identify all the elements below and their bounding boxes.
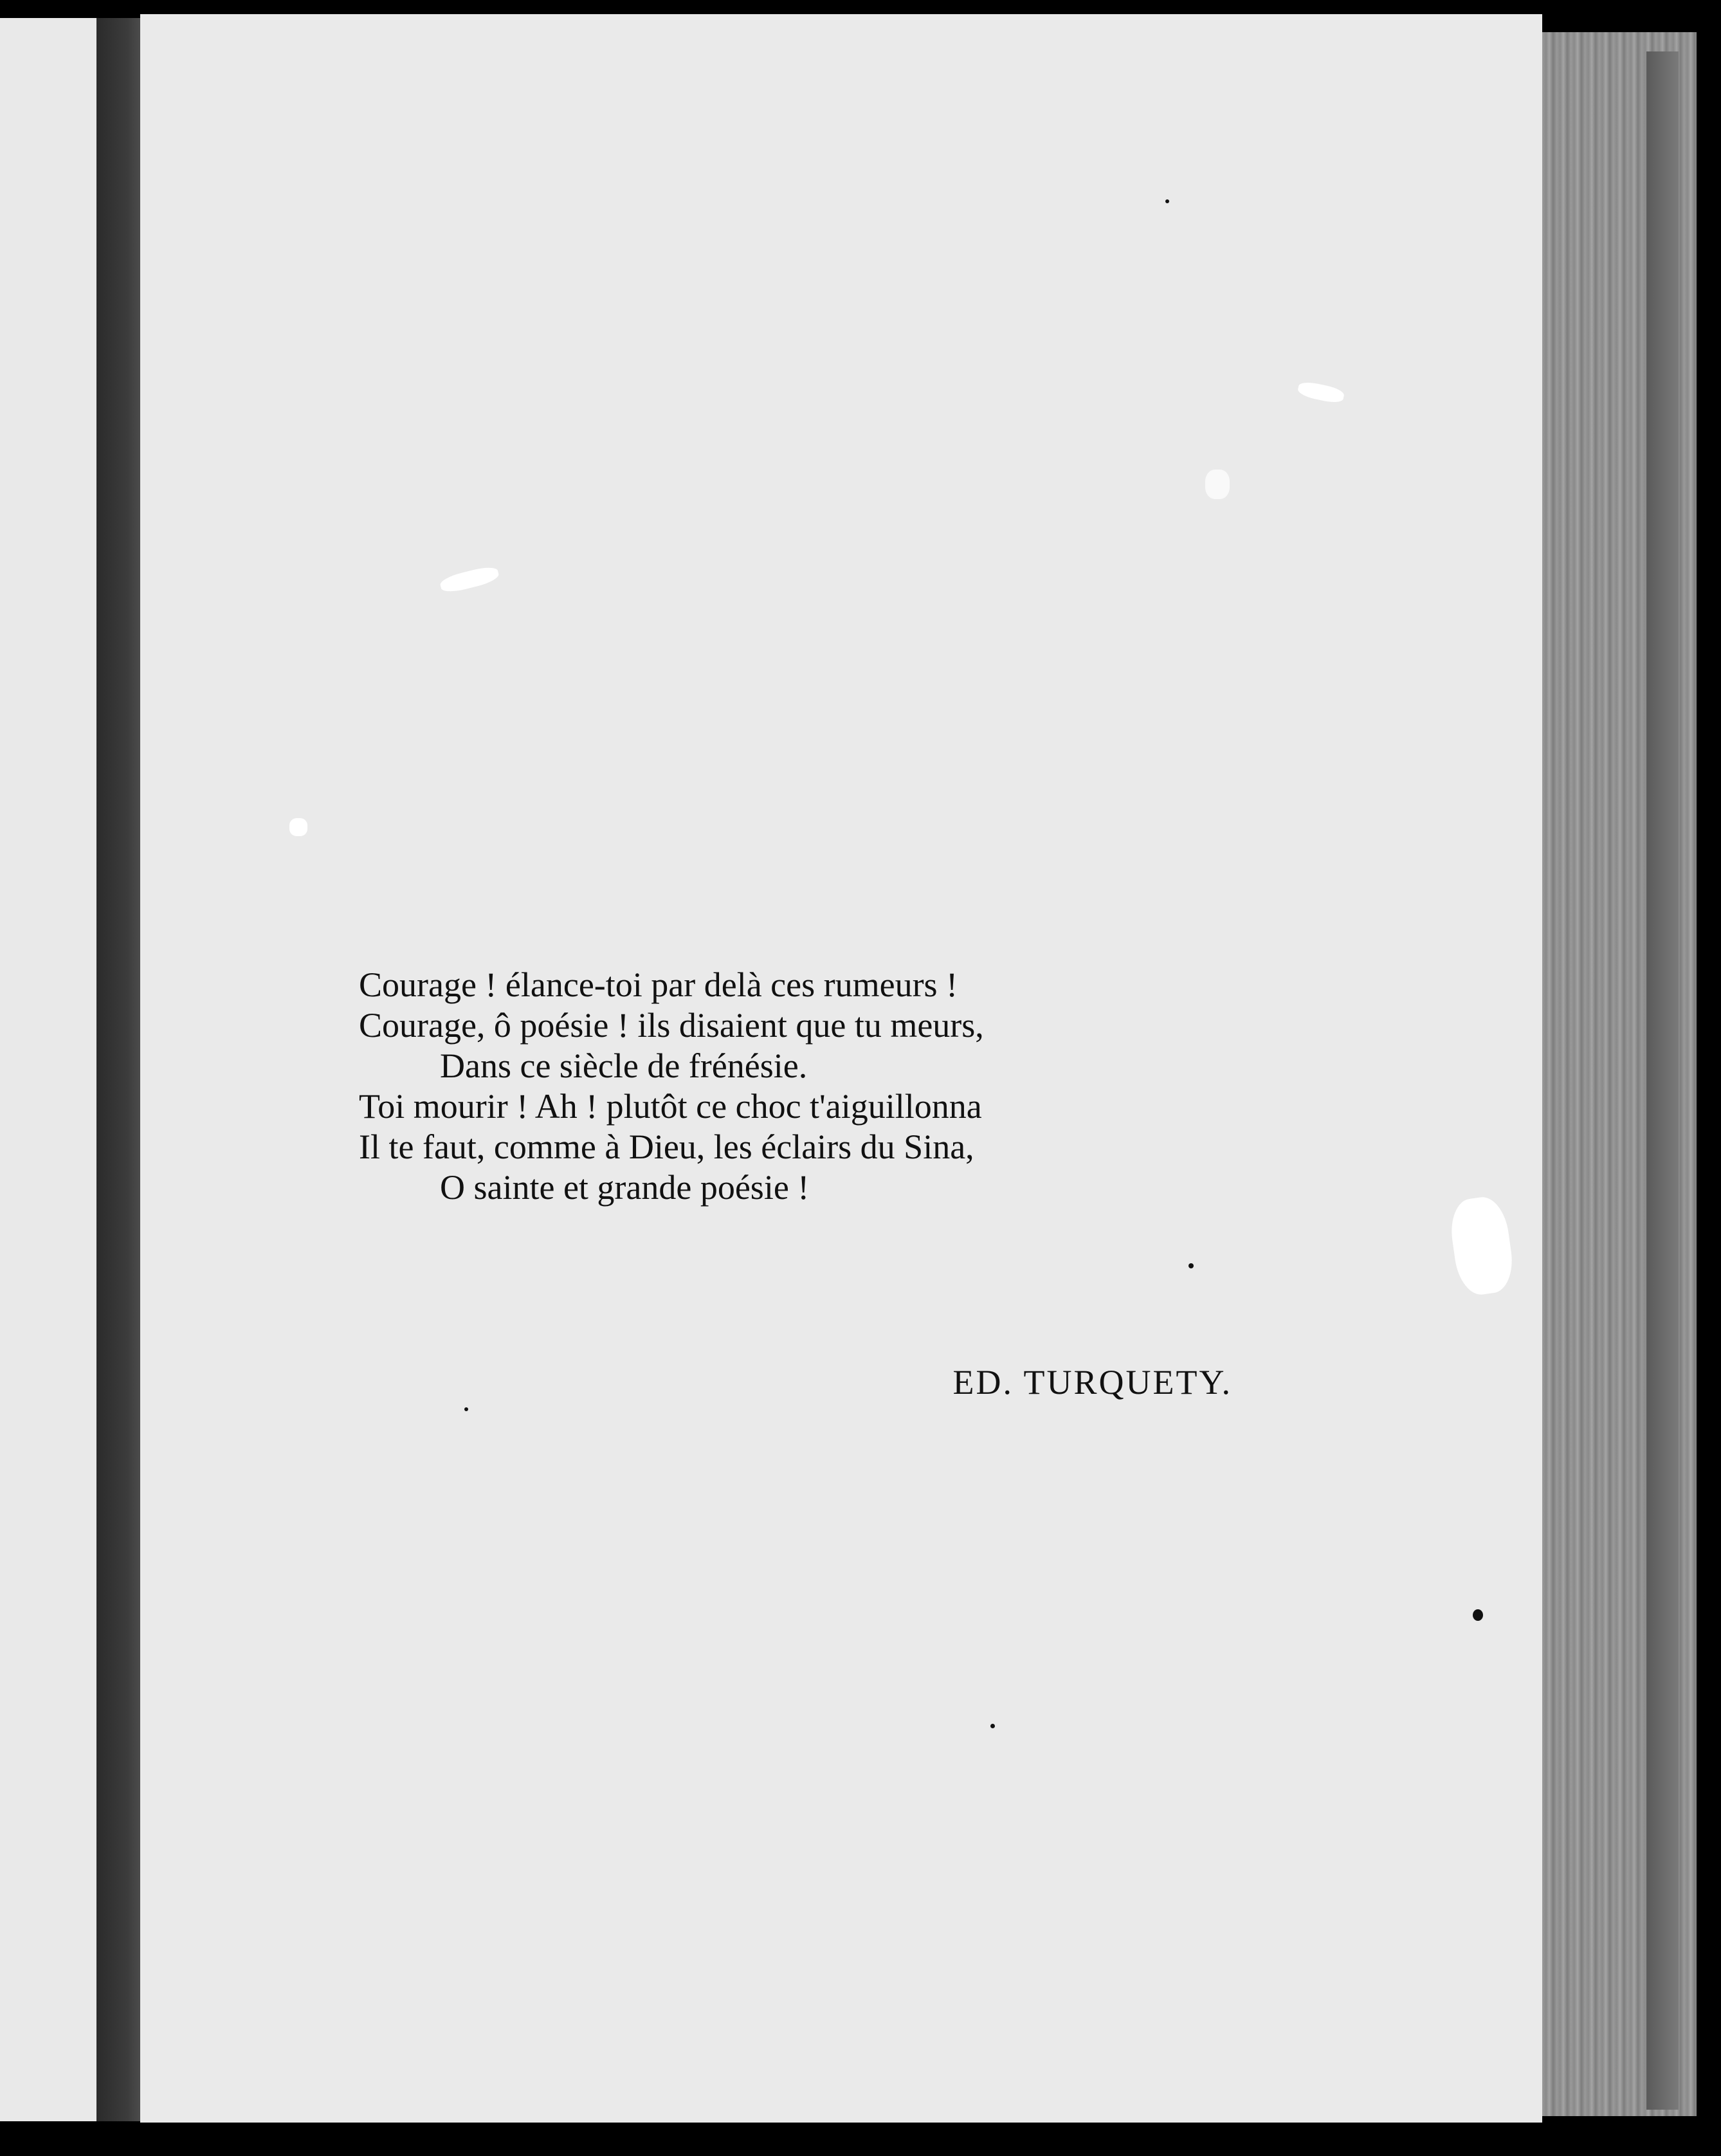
poem-line: Il te faut, comme à Dieu, les éclairs du Sina, — [359, 1128, 974, 1166]
scan-dot — [990, 1724, 995, 1728]
poem-line: Dans ce siècle de frénésie. — [440, 1046, 808, 1085]
left-page-edge — [0, 18, 96, 2121]
poem-line: Toi mourir ! Ah ! plutôt ce choc t'aiguillonna — [359, 1087, 982, 1126]
scan-dot — [1473, 1609, 1483, 1621]
scan-speck — [289, 818, 307, 836]
poem-line: Courage ! élance-toi par delà ces rumeurs ! — [359, 965, 958, 1004]
scan-speck — [1205, 470, 1230, 499]
poem-stanza — [359, 965, 1259, 1208]
author-signature: ED. TURQUETY. — [952, 1363, 1232, 1402]
scan-dot — [1165, 199, 1169, 203]
poem-line: O sainte et grande poésie ! — [440, 1168, 810, 1207]
scan-dot — [1188, 1263, 1194, 1268]
scan-dot — [464, 1407, 468, 1411]
poem-line: Courage, ô poésie ! ils disaient que tu meurs, — [359, 1006, 984, 1045]
page-edges-shadow — [1646, 51, 1679, 2110]
